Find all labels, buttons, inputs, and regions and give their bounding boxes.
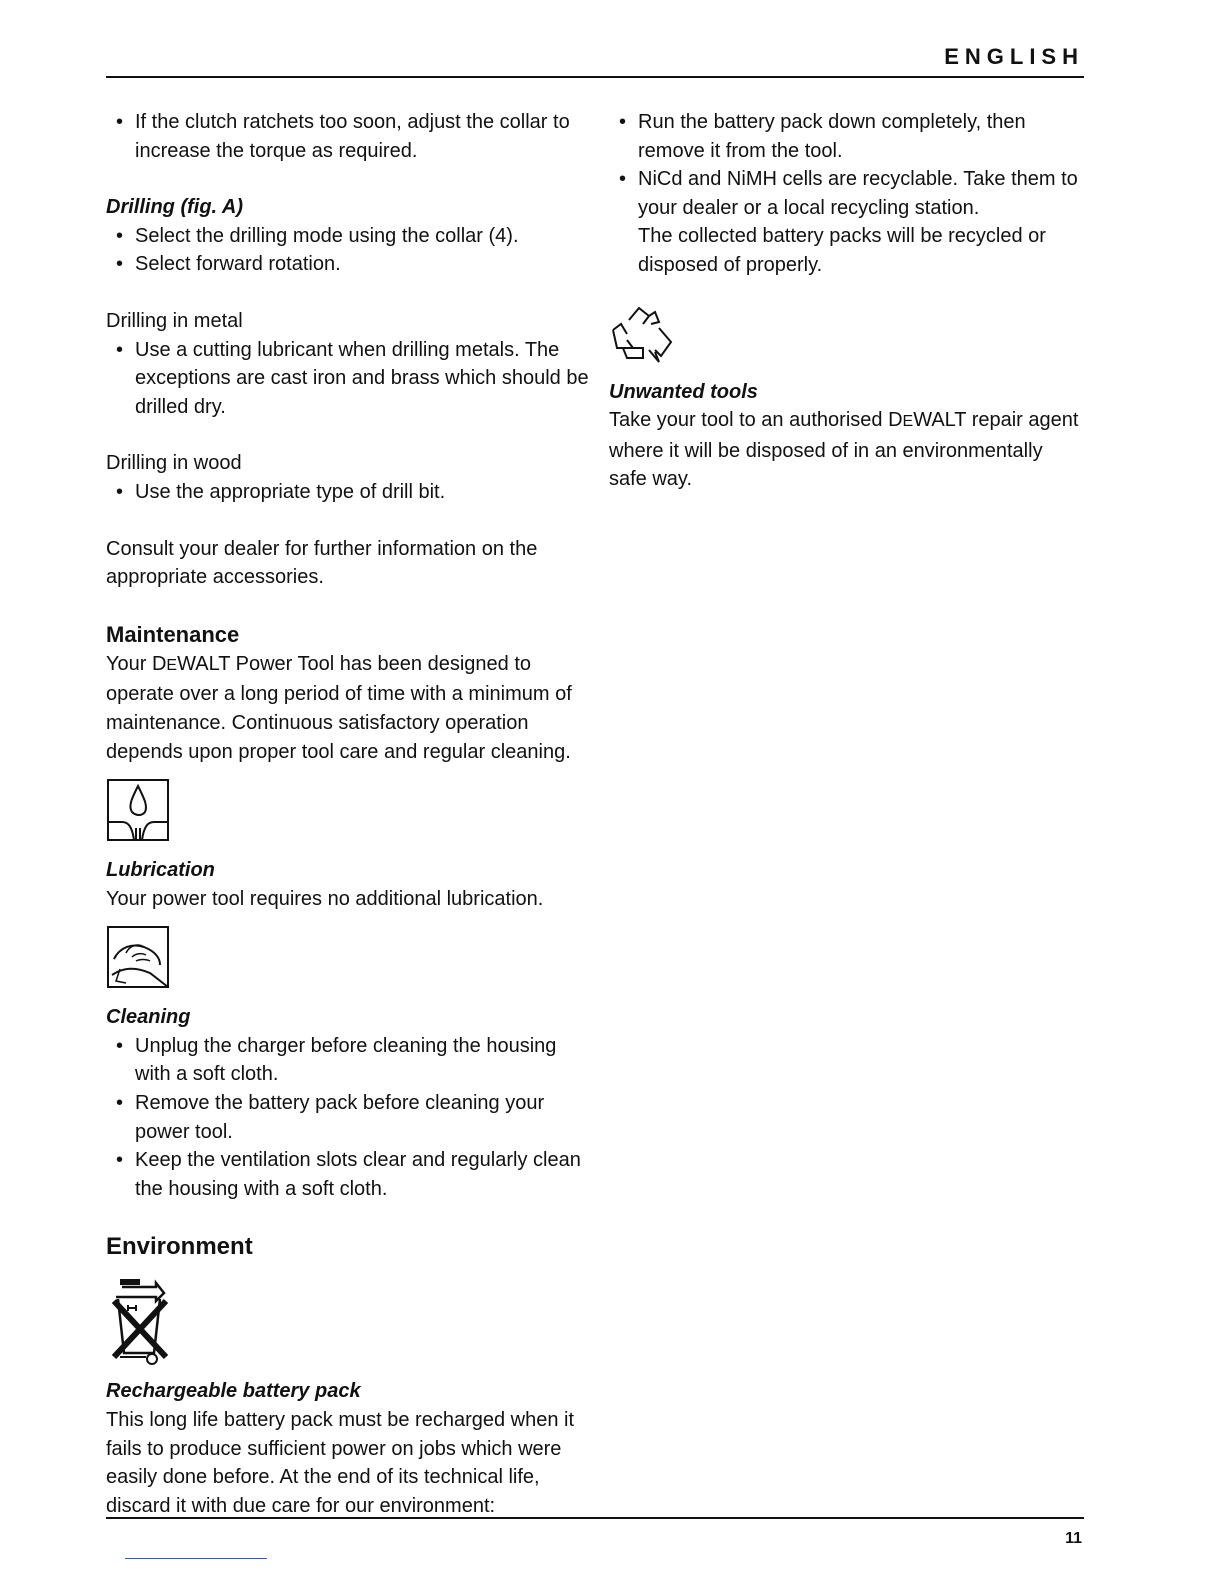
metal-heading: Drilling in metal xyxy=(106,309,243,332)
cleaning-list xyxy=(106,1032,596,1204)
battery-heading: Rechargeable battery pack xyxy=(106,1380,361,1403)
page-number: 11 xyxy=(1065,1530,1082,1547)
list-item: • Use a cutting lubricant when drilling metals. The exceptions are cast iron and brass which should be drilled dry. xyxy=(106,336,596,422)
list-item: • Unplug the charger before cleaning the housing with a soft cloth. xyxy=(106,1032,596,1089)
drilling-list xyxy=(106,222,596,279)
crossed-bin-icon xyxy=(106,1275,172,1365)
list-item: • Select forward rotation. xyxy=(106,250,596,279)
recycle-icon xyxy=(609,304,677,366)
wood-list xyxy=(106,478,596,507)
unwanted-text: Take your tool to an authorised DEWALT repair agent where it will be disposed of in an environmentally safe way. xyxy=(609,409,1079,491)
list-item: • Select the drilling mode using the collar (4). xyxy=(106,222,596,251)
list-item: • Remove the battery pack before cleaning your power tool. xyxy=(106,1089,596,1146)
maintenance-heading: Maintenance xyxy=(106,621,240,647)
header-rule xyxy=(106,76,1084,78)
lubrication-heading: Lubrication xyxy=(106,859,215,882)
cleaning-heading: Cleaning xyxy=(106,1006,191,1029)
lubrication-text: Your power tool requires no additional lubrication. xyxy=(106,887,544,910)
consult-text: Consult your dealer for further information on the appropriate accessories. xyxy=(106,537,538,589)
battery-disposal-list xyxy=(609,108,1084,222)
environment-heading: Environment xyxy=(106,1233,253,1261)
oil-drop-icon xyxy=(106,778,172,844)
list-item: • Run the battery pack down completely, then remove it from the tool. xyxy=(609,108,1084,165)
list-item: • Use the appropriate type of drill bit. xyxy=(106,478,596,507)
cleaning-hand-icon xyxy=(106,925,172,991)
metal-list xyxy=(106,336,596,422)
left-column xyxy=(106,108,596,1520)
drilling-heading: Drilling (fig. A) xyxy=(106,196,244,219)
intro-list xyxy=(106,108,596,165)
list-item: • Keep the ventilation slots clear and regularly clean the housing with a soft cloth. xyxy=(106,1146,596,1203)
collected-text: The collected battery packs will be recycled or disposed of properly. xyxy=(638,225,1046,276)
underline-mark xyxy=(125,1558,267,1559)
list-item: • If the clutch ratchets too soon, adjust the collar to increase the torque as required. xyxy=(106,108,596,165)
language-label: ENGLISH xyxy=(944,44,1084,69)
battery-text: This long life battery pack must be recharged when it fails to produce sufficient power on jobs which were easily done before. At the end of its technical life, discard it with due care for our environment: xyxy=(106,1409,575,1517)
right-column xyxy=(609,108,1084,494)
footer-rule xyxy=(106,1517,1084,1519)
wood-heading: Drilling in wood xyxy=(106,452,242,475)
list-item: • NiCd and NiMH cells are recyclable. Take them to your dealer or a local recycling station. xyxy=(609,165,1084,222)
unwanted-heading: Unwanted tools xyxy=(609,380,758,403)
maintenance-text: Your DEWALT Power Tool has been designed to operate over a long period of time with a minimum of maintenance. Continuous satisfactory operation depends upon proper tool care and regular cleaning. xyxy=(106,652,572,763)
